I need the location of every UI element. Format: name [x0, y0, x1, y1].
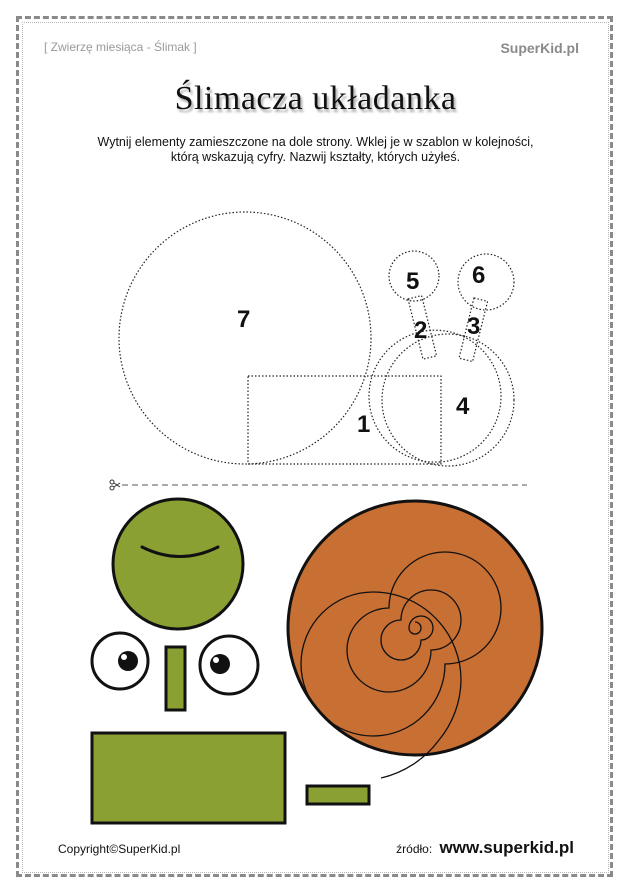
cutout-stalk-horizontal[interactable] — [307, 786, 369, 804]
cutout-eye-right[interactable] — [200, 636, 258, 694]
template-number-6: 6 — [472, 262, 486, 289]
template-shape-4-head-circle — [369, 330, 501, 462]
template-shape-4-head-outline — [382, 334, 514, 466]
footer-source-label: źródło: — [396, 842, 433, 856]
template-numbers — [237, 262, 485, 438]
cutout-eye-left[interactable] — [92, 633, 148, 689]
template-number-2: 2 — [414, 317, 428, 344]
cutout-body-rect[interactable] — [92, 733, 285, 823]
page-title: Ślimacza układanka — [174, 80, 457, 117]
cutout-shell[interactable] — [288, 501, 542, 778]
template-number-5: 5 — [406, 268, 420, 295]
template-number-4: 4 — [456, 393, 470, 420]
section-tag: [ Zwierzę miesiąca - Ślimak ] — [44, 40, 197, 54]
template-shape-1-body-rect — [248, 376, 441, 464]
template-number-3: 3 — [467, 313, 481, 340]
footer-source-link[interactable]: www.superkid.pl — [439, 838, 574, 857]
template-shape-6-eye-right — [458, 254, 514, 310]
snail-template — [119, 212, 514, 466]
instruction-line-1: Wytnij elementy zamieszczone na dole strony. Wklej je w szablon w kolejności, — [97, 135, 534, 149]
template-number-7: 7 — [237, 306, 251, 333]
scissors-icon — [110, 480, 120, 490]
template-shape-7-shell-circle — [119, 212, 371, 464]
footer-copyright: Copyright©SuperKid.pl — [58, 842, 181, 856]
instruction-line-2: którą wskazują cyfry. Nazwij kształty, których użyłeś. — [170, 150, 461, 164]
template-number-1: 1 — [357, 411, 371, 438]
footer-source — [396, 838, 574, 858]
brand-logo-text[interactable]: SuperKid.pl — [500, 40, 579, 56]
cutout-head[interactable] — [113, 499, 243, 629]
cutout-stalk-vertical[interactable] — [166, 647, 185, 710]
